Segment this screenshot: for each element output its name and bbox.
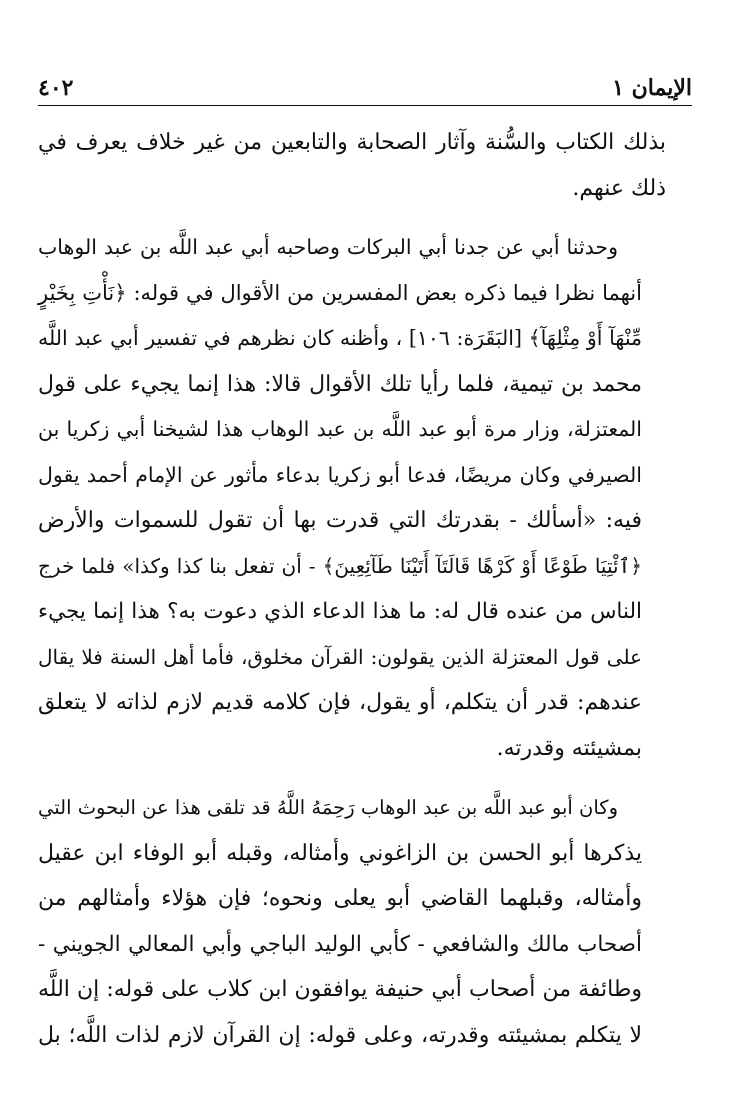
text-line: يذكرها أبو الحسن بن الزاغوني وأمثاله، وقبله أبو الوفاء ابن عقيل [38,840,642,866]
text-line: وحدثنا أبي عن جدنا أبي البركات وصاحبه أبي عبد اللَّه بن عبد الوهاب [38,235,618,259]
text-line: وطائفة من أصحاب أبي حنيفة يوافقون ابن كلاب على قوله: إن اللَّه [38,977,642,1002]
text-line: على قول المعتزلة الذين يقولون: القرآن مخلوق، فأما أهل السنة فلا يقال [38,644,642,669]
text-line: وكان أبو عبد اللَّه بن عبد الوهاب رَحِمَهُ اللَّهُ قد تلقى هذا عن البحوث التي [38,796,618,819]
page-number: ٤٠٢ [38,75,74,101]
text-line: المعتزلة، وزار مرة أبو عبد اللَّه بن عبد الوهاب هذا لشيخنا أبي زكريا بن [38,417,642,441]
text-line: فيه: «أسألك - بقدرتك التي قدرت بها أن تقول للسموات والأرض [38,508,642,533]
text-line: الصيرفي وكان مريضًا، فدعا أبو زكريا بدعاء مأثور عن الإمام أحمد يقول [38,462,642,487]
text-line: مِّنْهَآ أَوْ مِثْلِهَآ﴾ [البَقَرَة: ١٠٦] ، وأظنه كان نظرهم في تفسير أبي عبد اللَّه [38,326,642,350]
text-line: أنهما نظرا فيما ذكره بعض المفسرين من الأقوال في قوله: ﴿نَأْتِ بِخَيْرٍ [38,280,642,305]
body-text [38,120,666,1058]
paragraph-3 [38,785,666,1058]
text-line: بمشيئته وقدرته. [496,735,642,761]
text-line: وأمثاله، وقبلهما القاضي أبو يعلى ونحوه؛ فإن هؤلاء وأمثالهم من [38,886,642,911]
paragraph-2 [38,225,666,771]
text-line: ﴿ٱئْتِيَا طَوْعًا أَوْ كَرْهًا قَالَتَآ أَتَيْنَا طَآئِعِينَ﴾ - أن تفعل بنا كذا وكذا» فلما خرج [38,553,642,578]
text-line: ذلك عنهم. [572,175,666,201]
text-line: بذلك الكتاب والسُّنة وآثار الصحابة والتابعين من غير خلاف يعرف في [38,130,666,155]
text-line: عندهم: قدر أن يتكلم، أو يقول، فإن كلامه قديم لازم لذاته لا يتعلق [38,690,642,715]
text-line: لا يتكلم بمشيئته وقدرته، وعلى قوله: إن القرآن لازم لذات اللَّه؛ بل [38,1022,642,1048]
page-header [38,60,692,106]
paragraph-1 [38,120,666,211]
text-line: محمد بن تيمية، فلما رأيا تلك الأقوال قالا: هذا إنما يجيء على قول [38,371,642,397]
book-title: الإيمان ١ [612,75,692,101]
text-line: أصحاب مالك والشافعي - كأبي الوليد الباجي وأبي المعالي الجويني - [38,931,642,957]
text-line: الناس من عنده قال له: ما هذا الدعاء الذي دعوت به؟ هذا إنما يجيء [38,599,642,624]
